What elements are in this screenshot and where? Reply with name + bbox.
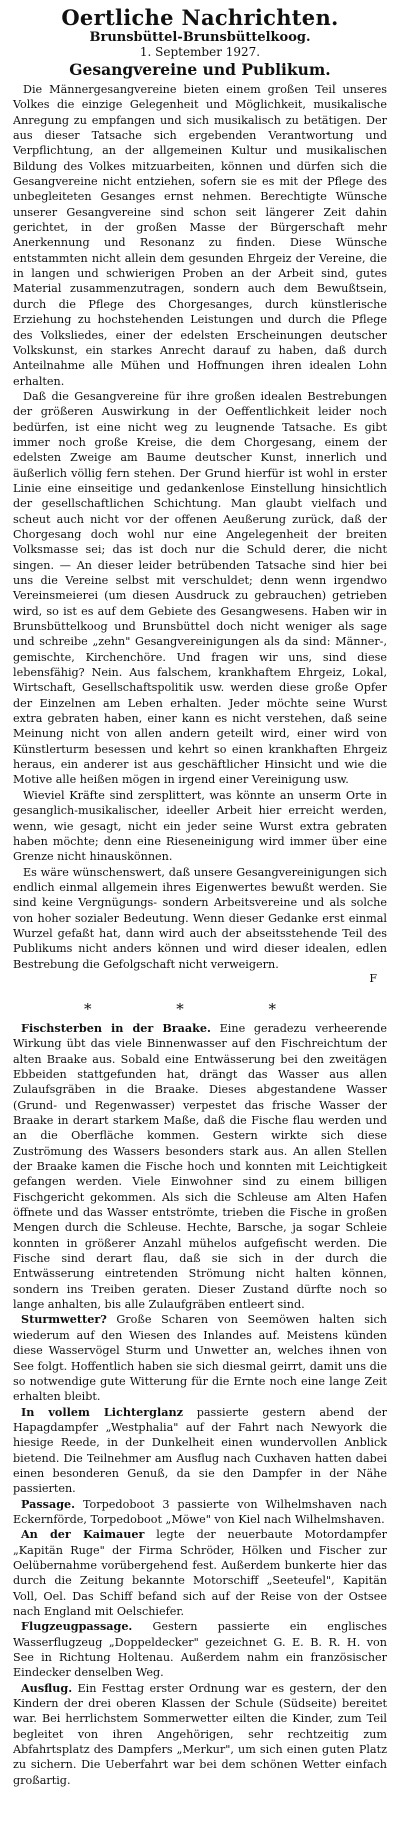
news-text: legte der neuerbaute Motordampfer „Kapitän Ruge" der Firma Schröder, Hölken und Fischer zur Oelübernahme vorübergehend fest. Außerdem bunkerte hier das durch die Zeitung bekannte Motorschiff „Seeteufel", Kapitän Voll, Oel. Das Schiff befand sich auf der Reise von der Ostsee nach England mit Oelschiefer. (13, 1528, 387, 1618)
news-items (13, 1021, 387, 1788)
news-headline: Flugzeugpassage. (21, 1619, 133, 1634)
article-body (13, 82, 387, 985)
news-headline: In vollem Lichterglanz (21, 1404, 183, 1419)
news-text: Eine geradezu verheerende Wirkung übt das viele Binnenwasser auf den Fischreichtum der alten Braake aus. Sobald eine Entwässerung bei den zweitägen Ebbeiden stattgefunden hat, drängt das Wasser aus allen Zulaufsgräben in die Braake. Dieses abgestandene Wasser (Grund- und Regenwasser) verpestet das frische Wasser der Braake in derart starkem Maße, daß die Fische flau werden und an die Oberfläche kommen. Gestern wirkte sich diese Zuströmung des Wassers besonders stark aus. An allen Stellen der Braake kamen die Fische hoch und konnten mit Leichtigkeit gefangen werden. Viele Einwohner sind zu einem billigen Fischgericht gekommen. Als sich die Schleuse am Alten Hafen öffnete und das Wasser entströmte, trieben die Fische in großen Mengen durch die Schleuse. Hechte, Barsche, ja sogar Schleie konnten in größerer Anzahl mühelos aufgefischt werden. Die Fische sind derart flau, daß sie sich in der durch die Entwässerung eintretenden Strömung nicht halten können, sondern ins Treiben geraten. Dieser Zustand dürfte noch so lange anhalten, bis alle Zulaufgräben entleert sind. (13, 1021, 387, 1312)
news-headline: An der Kaimauer (21, 1527, 145, 1542)
date-line: 1. September 1927. (139, 45, 261, 59)
news-headline: Fischsterben in der Braake. (21, 1020, 211, 1035)
news-item (13, 1021, 387, 1313)
article-paragraph: Daß die Gesangvereine für ihre großen idealen Bestrebungen der größeren Auswirkung in der Oeffentlichkeit leider noch bedürfen, ist eine nicht weg zu leugnende Tatsache. Es gibt immer noch große Kreise, die dem Chorgesang, einem der edelsten Zweige am Baume deutscher Kunst, innerlich und äußerlich völlig fern stehen. Der Grund hierfür ist wohl in erster Linie eine einseitige und gedankenlose Einstellung hinsichtlich der gesellschaftlichen Schichtung. Man glaubt vielfach und scheut auch nicht vor der offenen Aeußerung zurück, daß der Chorgesang doch wohl nur eine Angelegenheit der breiten Volksmasse sei; das ist doch nur die Schuld derer, die nicht singen. — An dieser leider betrübenden Tatsache sind hier bei uns die Vereine selbst mit verschuldet; denn wenn irgendwo Vereinsmeierei (um diesen Ausdruck zu gebrauchen) getrieben wird, so ist es auf dem Gebiete des Gesangwesens. Haben wir in Brunsbüttelkoog und Brunsbüttel doch nicht weniger als sage und schreibe „zehn" Gesangvereinigungen als da sind: Männer-, gemischte, Kirchenchöre. Und fragen wir uns, sind diese lebensfähig? Nein. Aus falschem, krankhaftem Ehrgeiz, Lokal, Wirtschaft, Gesellschaftspolitik usw. werden diese große Opfer der Einzelnen am Leben erhalten. Jeder möchte seine Wurst extra gebraten haben, einer kann es nicht verstehen, daß seine Meinung nicht von allen andern geteilt wird, einer wird von Künstlerturm besessen und kehrt so einen krankhaften Ehrgeiz heraus, ein anderer ist aus geschäftlicher Hinsicht und wie die Motive alle heißen mögen in irgend einer Vereinigung usw. (13, 389, 387, 787)
news-text: passierte gestern abend der Hapagdampfer „Westphalia" auf der Fahrt nach Newyork die hiesige Reede, in der Dunkelheit einen wundervollen Anblick bietend. Die Teilnehmer am Ausflug nach Cuxhaven hatten dabei einen besonderen Genuß, da sie den Dampfer in der Nähe passierten. (13, 1405, 387, 1496)
article-paragraph: Wieviel Kräfte sind zersplittert, was könnte an unserm Orte in gesanglich-musikalischer, ideeller Arbeit hier erreicht werden, wenn, wie gesagt, nicht ein jeder seine Wurst extra gebraten haben möchte; denn eine Rieseneinigung wird immer über eine Grenze nicht hinauskönnen. (13, 788, 387, 864)
news-text: Große Scharen von Seemöwen halten sich wiederum auf den Wiesen des Inlandes auf. Meistens künden diese Wasservögel Sturm und Unwetter an, welches ihnen von See folgt. Hoffentlich haben sie sich diesmal geirrt, damit uns die so notwendige gute Witterung für die Ernte noch eine lange Zeit erhalten bleibt. (13, 1313, 387, 1404)
news-text: Ein Festtag erster Ordnung war es gestern, der den Kindern der drei oberen Klassen der Schule (Südseite) bereitet war. Bei herrlichstem Sommerwetter eilten die Kinder, zum Teil begleitet von ihren Angehörigen, sehr rechtzeitig zum Abfahrtsplatz des Dampfers „Merkur", um sich einen guten Platz zu sichern. Die Ueberfahrt war bei dem schönen Wetter einfach großartig. (13, 1681, 387, 1787)
article-title: Gesangvereine und Publikum. (69, 60, 331, 79)
separator-stars: * * * (83, 999, 317, 1018)
news-item (13, 1527, 387, 1619)
article-paragraph: Es wäre wünschenswert, daß unsere Gesangvereinigungen sich endlich einmal allgemein ihres Eigenwertes bewußt werden. Sie sind keine Vergnügungs- sondern Arbeitsvereine und als solche von hoher sozialer Bedeutung. Wenn dieser Gedanke erst einmal Wurzel gefaßt hat, dann wird auch der abseitsstehende Teil des Publikums nicht anders können und wird dieser idealen, edlen Bestrebung die Gefolgschaft nicht verweigern. (13, 865, 387, 971)
place-line: Brunsbüttel-Brunsbüttelkoog. (89, 30, 311, 45)
article-signature: F (369, 971, 377, 985)
article-paragraph: Die Männergesangvereine bieten einem großen Teil unseres Volkes die einzige Gelegenheit und Möglichkeit, musikalische Anregung zu empfangen und sich musikalisch zu betätigen. Der aus dieser Tatsache sich ergebenden Verantwortung und Verpflichtung, an der allgemeinen Kultur und musikalischen Bildung des Volkes mitzuarbeiten, können und dürfen sich die Gesangvereine nicht entziehen, sofern sie es mit der Pflege des unbegleiteten Gesanges ernst nehmen. Berechtigte Wünsche unserer Gesangvereine sind schon seit längerer Zeit dahin gerichtet, in der großen Masse der Bürgerschaft mehr Anerkennung und Resonanz zu finden. Diese Wünsche entstammten nicht allein dem gesunden Ehrgeiz der Vereine, die in langen und schwierigen Proben an der Arbeit sind, gutes Material zusammenzutragen, sondern auch dem Bewußtsein, durch die Pflege des Chorgesanges, durch künstlerische Erziehung zu hochstehenden Leistungen und durch die Pflege des Volksliedes, einer der edelsten Erscheinungen deutscher Volkskunst, ein starkes Anrecht darauf zu haben, daß durch Anteilnahme alle Mühen und Hoffnungen ihren idealen Lohn erhalten. (13, 83, 387, 388)
news-item (13, 1497, 387, 1528)
news-item (13, 1312, 387, 1404)
news-headline: Sturmwetter? (21, 1312, 107, 1327)
news-item (13, 1619, 387, 1680)
section-masthead: Oertliche Nachrichten. (61, 5, 339, 30)
news-headline: Ausflug. (21, 1680, 73, 1695)
news-headline: Passage. (21, 1496, 76, 1511)
news-item (13, 1681, 387, 1788)
news-text: Torpedoboot 3 passierte von Wilhelmshaven nach Eckernförde, Torpedoboot „Möwe" von Kiel nach Wilhelmshaven. (13, 1497, 387, 1526)
news-item (13, 1405, 387, 1497)
news-text: Gestern passierte ein englisches Wasserflugzeug „Doppeldecker" gezeichnet G. E. B. R. H. von See in Richtung Holtenau. Außerdem nahm ein französischer Eindecker denselben Weg. (13, 1620, 387, 1680)
